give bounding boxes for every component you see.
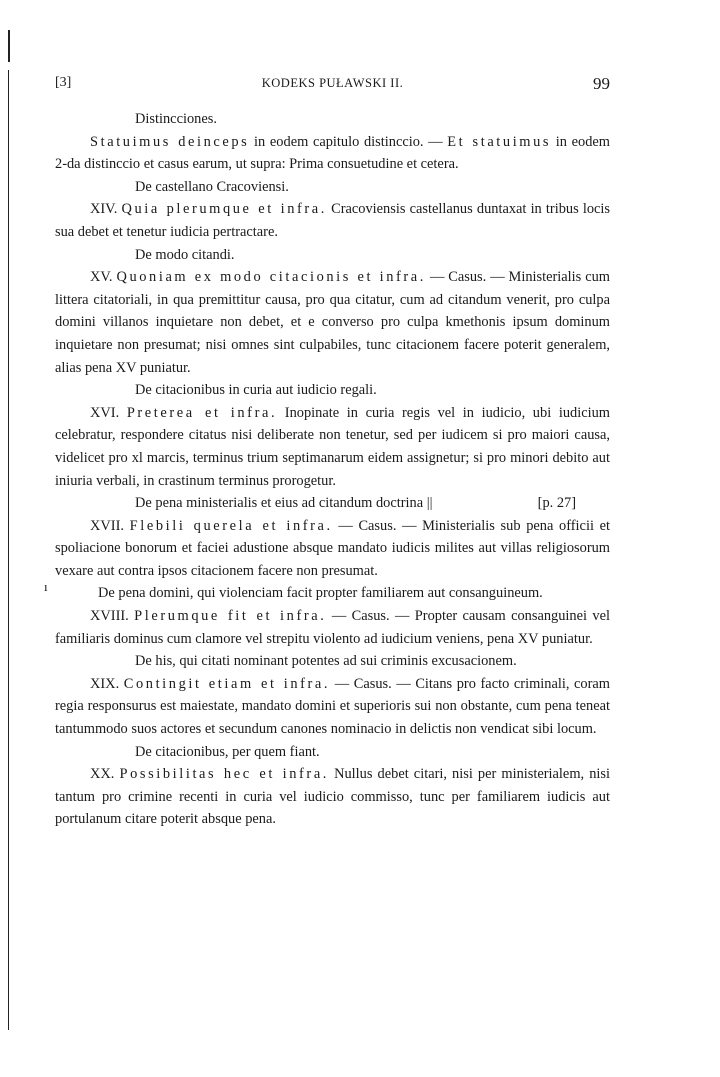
paragraph-xiv <box>55 198 610 243</box>
heading-text: De pena ministerialis et eius ad citandum doctrina || <box>135 495 433 512</box>
paragraph-xix <box>55 673 610 741</box>
paragraph-body: — Casus. — Ministerialis sub pena officii et spoliacione bonorum et faciei adustione absque mandato iudicis milites aut villas religiosorum vexare aut contra ipsos citacionem facere non presumat. <box>55 517 610 579</box>
incipit: Quia plerumque et infra. <box>121 201 327 218</box>
paragraph-number: XV. <box>90 269 117 286</box>
incipit: Contingit etiam et infra. <box>123 675 331 692</box>
incipit: Quoniam ex modo citacionis et infra. <box>116 269 426 286</box>
paragraph-body: — Casus. — Ministerialis cum littera citatoriali, in qua premittitur causa, pro qua citatur, cum ad citandum venerit, pro culpa domini villanos inquietare non debet, et e converso pro culpa kmethonis ipsum dominum inquietare non presumat; nisi omnes sint culpabiles, tunc citacionem facere poterit generalem, alias pena XV puniatur. <box>55 269 610 376</box>
paragraph-number: XX. <box>90 766 120 783</box>
heading-pena-ministerialis <box>55 492 610 515</box>
scan-edge-line <box>8 70 9 1030</box>
heading-per-quem-fiant: De citacionibus, per quem fiant. <box>135 743 320 760</box>
incipit: Flebili querela et infra. <box>129 517 333 534</box>
page-number: 99 <box>593 74 610 93</box>
heading-citacionibus-curia: De citacionibus in curia aut iudicio regali. <box>135 382 377 399</box>
section-number: [3] <box>55 75 72 90</box>
paragraph-number: XVII. <box>90 517 130 534</box>
paragraph-body: — Casus. — Propter causam consanguinei vel familiaris dominus cum clamore vel strepitu violento ad iudicium veniens, pena XV puniatur. <box>55 608 610 647</box>
incipit: Statuimus deinceps <box>90 133 250 150</box>
paragraph-body: Cracoviensis castellanus duntaxat in tribus locis sua debet et tenetur iudicia pertractare. <box>55 201 611 240</box>
page-reference: [p. 27] <box>537 495 577 512</box>
paragraph-body: — Casus. — Citans pro facto criminali, coram regia responsurus est maiestate, mandato domini et superioris sui non obstante, cum pena teneat tantummodo suos actores et secundum canones nominacio in delictis non vendicat sibi locum. <box>55 675 611 738</box>
paragraph-body: Nullus debet citari, nisi per ministerialem, nisi tantum pro crimine recenti in curia vel iudicio commisso, tunc per familiarem iudicis aut portulanum citare poterit absque pena. <box>55 766 610 828</box>
paragraph-xvi <box>55 402 610 492</box>
incipit: Plerumque fit et infra. <box>134 608 327 625</box>
heading-modo-citandi: De modo citandi. <box>135 246 235 263</box>
paragraph-number: XIV. <box>90 201 122 218</box>
heading-castellano: De castellano Cracoviensi. <box>135 178 289 195</box>
paragraph-number: XVIII. <box>90 608 135 625</box>
paragraph-number: XVI. <box>90 404 127 421</box>
heading-pena-domini: De pena domini, qui violenciam facit propter familiarem aut consanguineum. <box>98 585 543 602</box>
paragraph-xviii <box>55 605 610 650</box>
paragraph-body: Inopinate in curia regis vel in iudicio, ubi iudicium celebratur, respondere citatus nisi deliberate non tenetur, sed per iudicem si pro maiori causa, videlicet pro xl marcis, terminus trium septimanarum eidem assignetur; si pro minori debito aut iniuria verbali, in crastinum terminus prorogetur. <box>55 404 610 489</box>
paragraph-body: in eodem capitulo distinccio. — <box>249 133 448 150</box>
body-text <box>55 108 610 831</box>
margin-marker: ı <box>44 579 48 594</box>
paragraph-xx <box>55 763 610 831</box>
heading-citati-nominant: De his, qui citati nominant potentes ad sui criminis excusacionem. <box>135 653 517 670</box>
incipit-2: Et statuimus <box>447 133 552 150</box>
scan-edge-mark <box>8 30 10 62</box>
paragraph-number: XIX. <box>90 675 124 692</box>
heading-distincciones: Distincciones. <box>135 111 217 127</box>
incipit: Possibilitas hec et infra. <box>119 766 330 783</box>
incipit: Preterea et infra. <box>126 404 278 421</box>
paragraph-xv <box>55 266 610 379</box>
running-header <box>55 72 610 98</box>
paragraph-statuimus <box>55 131 610 176</box>
paragraph-body-2: in eodem 2-da distinccio et casus earum, ut supra: Prima consuetudine et cetera. <box>55 133 610 173</box>
paragraph-xvii <box>55 515 610 583</box>
running-title: KODEKS PUŁAWSKI II. <box>261 76 404 90</box>
